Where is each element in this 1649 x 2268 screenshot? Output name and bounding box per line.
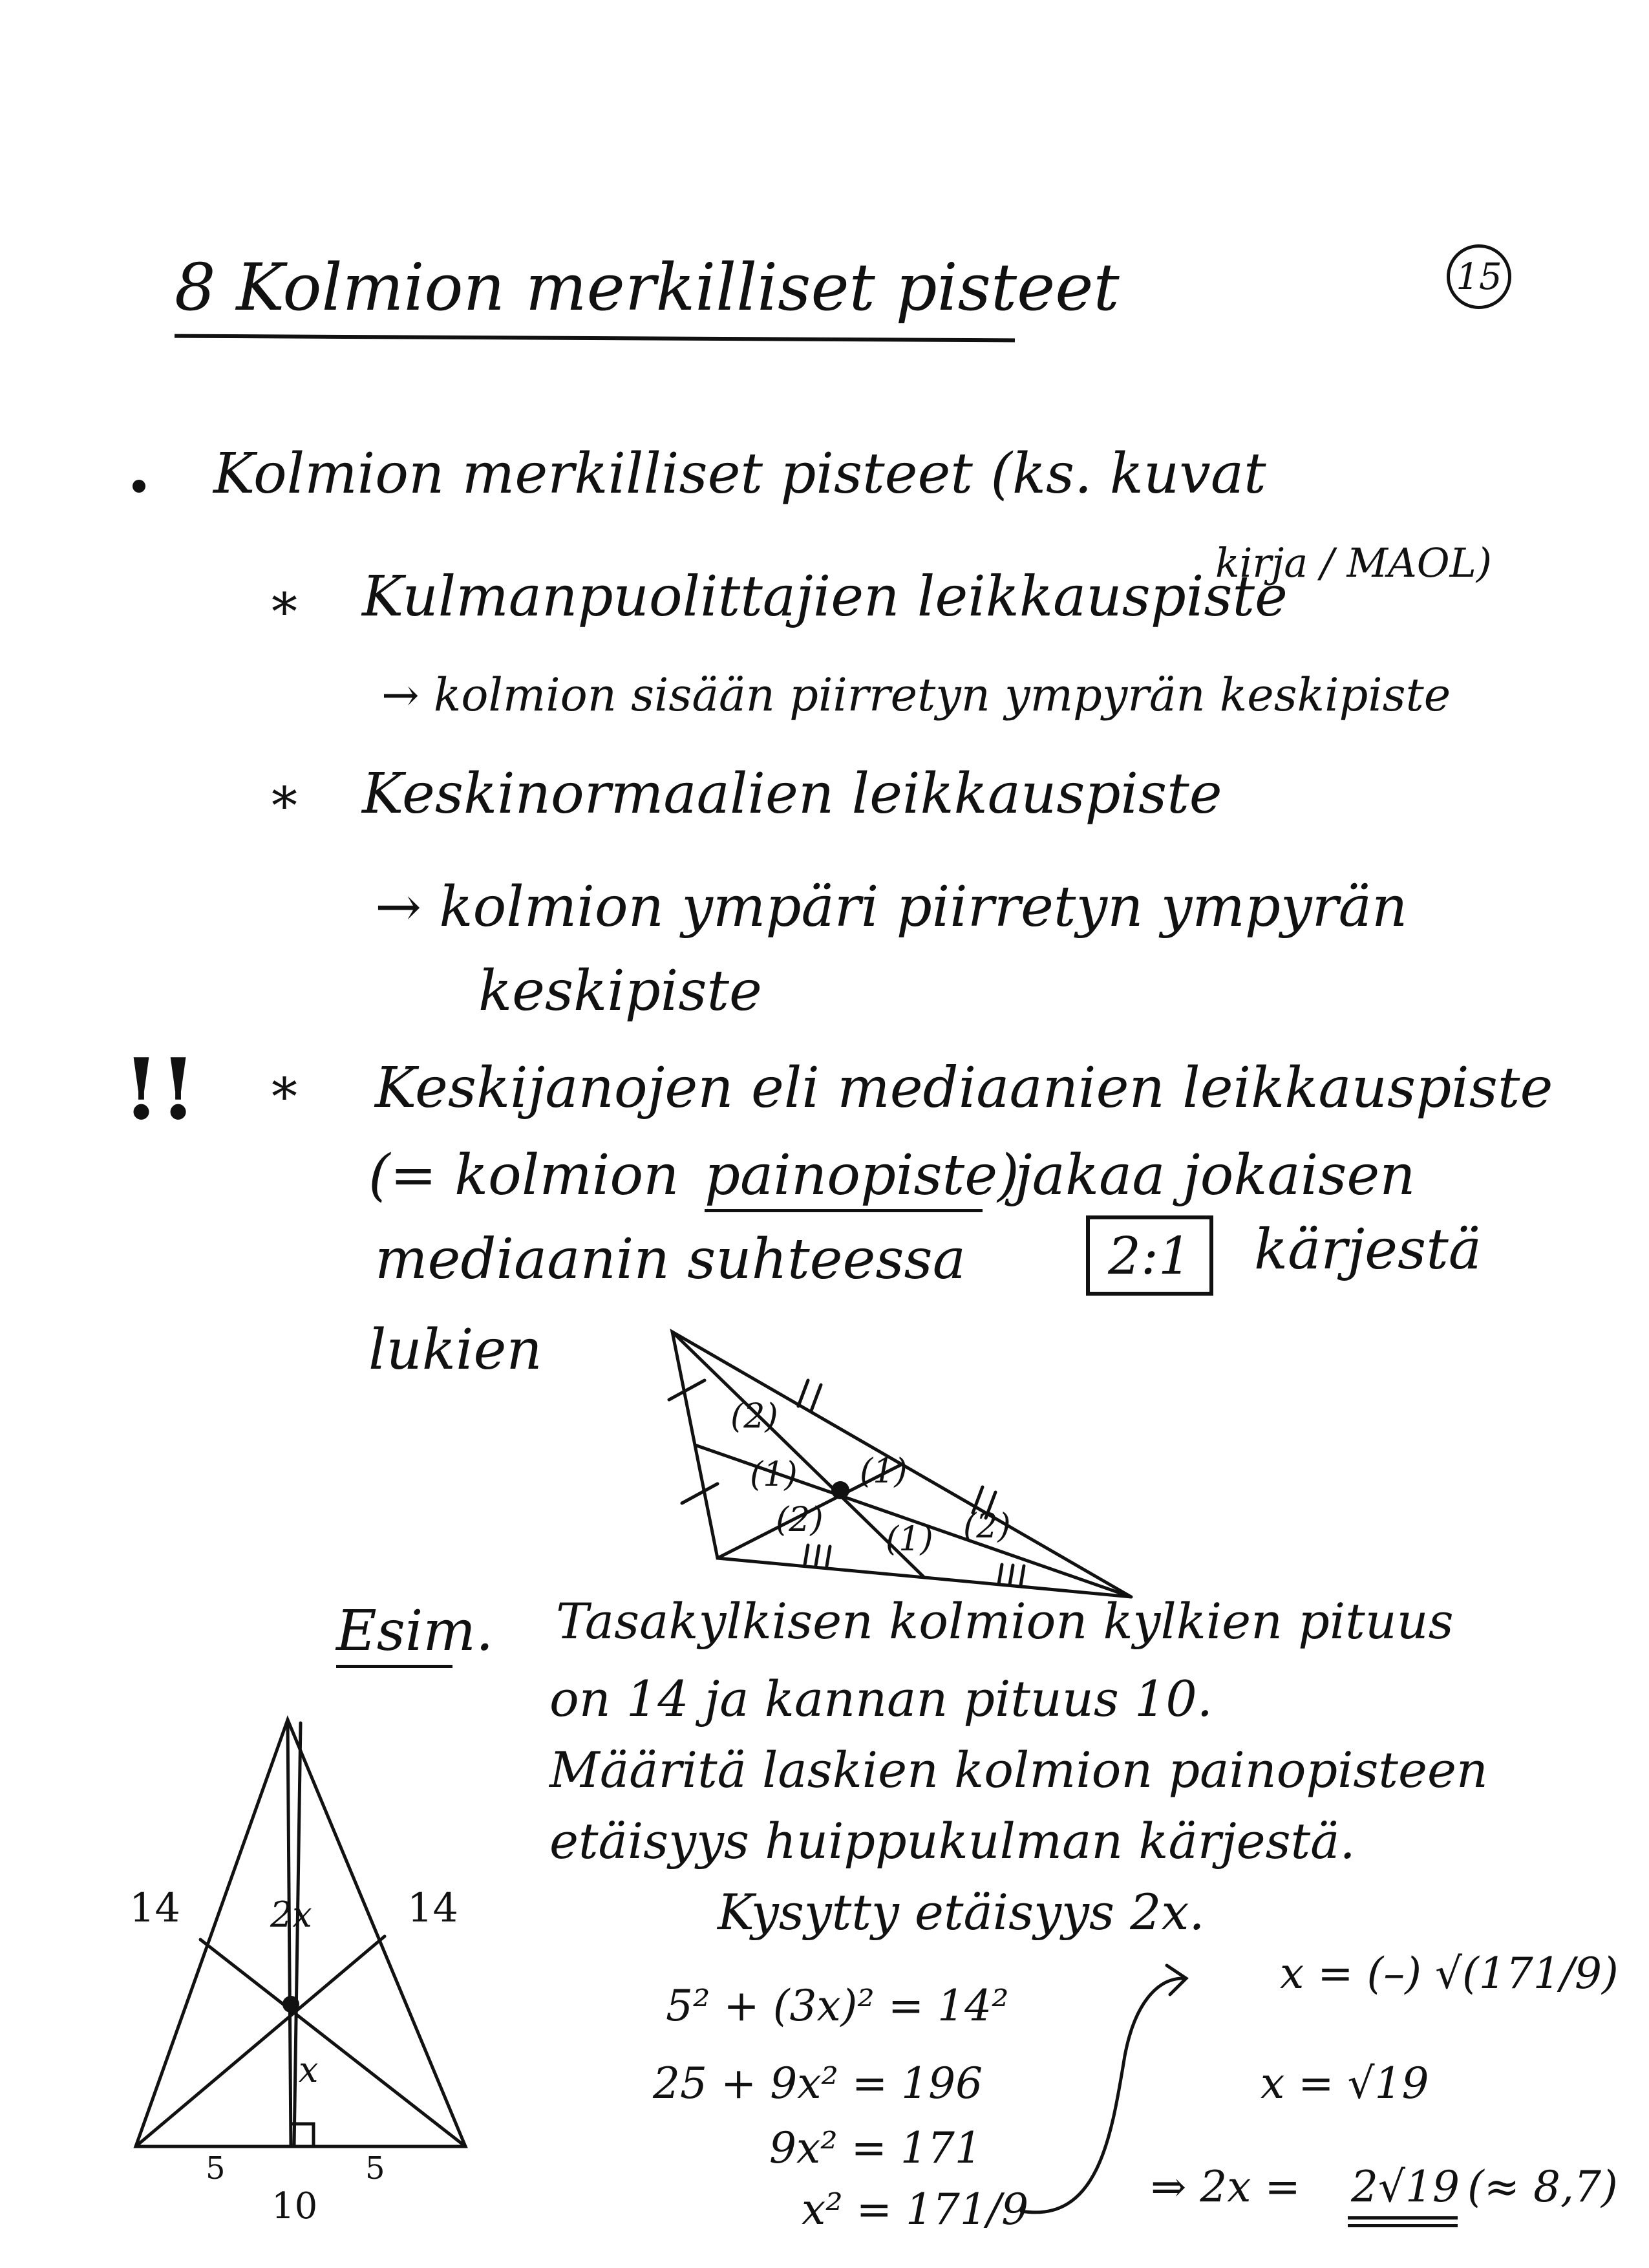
base-length: 10 (271, 2185, 318, 2227)
point-2-heading: Keskinormaalien leikkauspiste (362, 762, 1222, 826)
half-base-right: 5 (365, 2150, 385, 2187)
point-1-marker: * (271, 582, 297, 642)
point-3-line-2c: jakaa jokaisen (1015, 1143, 1416, 1208)
intro-text: Kolmion merkilliset pisteet (ks. kuvat (213, 442, 1266, 506)
point-3-line-3a: mediaanin suhteessa (375, 1227, 966, 1292)
answer-prefix: ⇒ 2x = (1151, 2162, 1301, 2212)
left-side-length: 14 (129, 1884, 180, 1931)
answer-underline-2 (1348, 2224, 1458, 2227)
upper-segment-label: 2x (270, 1894, 312, 1935)
example-line-5: Kysytty etäisyys 2x. (718, 1883, 1205, 1941)
source-note: kirja / MAOL) (1215, 539, 1492, 586)
point-2-result-line-1: → kolmion ympäri piirretyn ympyrän (375, 875, 1408, 939)
median-label: (2) (963, 1507, 1011, 1546)
point-3-line-4: lukien (368, 1318, 542, 1382)
median-label: (1) (886, 1520, 933, 1559)
example-line-1: Tasakylkisen kolmion kylkien pituus (556, 1592, 1454, 1650)
page-title: 8 Kolmion merkilliset pisteet (175, 250, 1120, 325)
answer-value: 2√19 (1351, 2162, 1460, 2212)
ratio-box: 2:1 (1086, 1215, 1213, 1296)
point-1-heading: Kulmanpuolittajien leikkauspiste (362, 564, 1288, 629)
example-line-4: etäisyys huippukulman kärjestä. (549, 1812, 1356, 1870)
example-line-3: Määritä laskien kolmion painopisteen (549, 1741, 1488, 1799)
attention-marks: !! (123, 1040, 197, 1139)
page-number: 15 (1447, 244, 1511, 309)
answer-approximation: (≈ 8,7) (1467, 2162, 1618, 2212)
point-2-result-line-2: keskipiste (478, 959, 762, 1023)
solution-step-3: 9x² = 171 (769, 2123, 982, 2173)
median-label: (2) (730, 1397, 778, 1436)
answer-underline-1 (1348, 2216, 1458, 2220)
solution-step-2: 25 + 9x² = 196 (653, 2059, 983, 2108)
point-2-marker: * (271, 776, 297, 836)
point-3-line-3b: kärjestä (1254, 1217, 1482, 1282)
point-3-line-1: Keskijanojen eli mediaanien leikkauspiste (375, 1056, 1553, 1120)
solution-step-4: x² = 171/9 (802, 2185, 1029, 2234)
median-label: (1) (860, 1452, 908, 1491)
lower-segment-label: x (299, 2049, 319, 2090)
solution-step-1: 5² + (3x)² = 14² (666, 1981, 1009, 2031)
point-1-result: → kolmion sisään piirretyn ympyrän keskipiste (381, 669, 1451, 722)
half-base-left: 5 (206, 2150, 226, 2187)
solution-step-6: x = √19 (1261, 2059, 1429, 2108)
solution-step-5: x = (–) √(171/9) (1280, 1949, 1619, 1998)
example-line-2: on 14 ja kannan pituus 10. (549, 1670, 1213, 1728)
median-label: (1) (750, 1455, 798, 1494)
example-label: Esim. (336, 1599, 494, 1664)
median-label: (2) (776, 1501, 824, 1539)
point-3-line-2a: (= kolmion (368, 1143, 679, 1208)
right-side-length: 14 (407, 1884, 458, 1931)
point-3-marker: * (271, 1067, 297, 1127)
point-3-painopiste: painopiste) (705, 1143, 1019, 1208)
